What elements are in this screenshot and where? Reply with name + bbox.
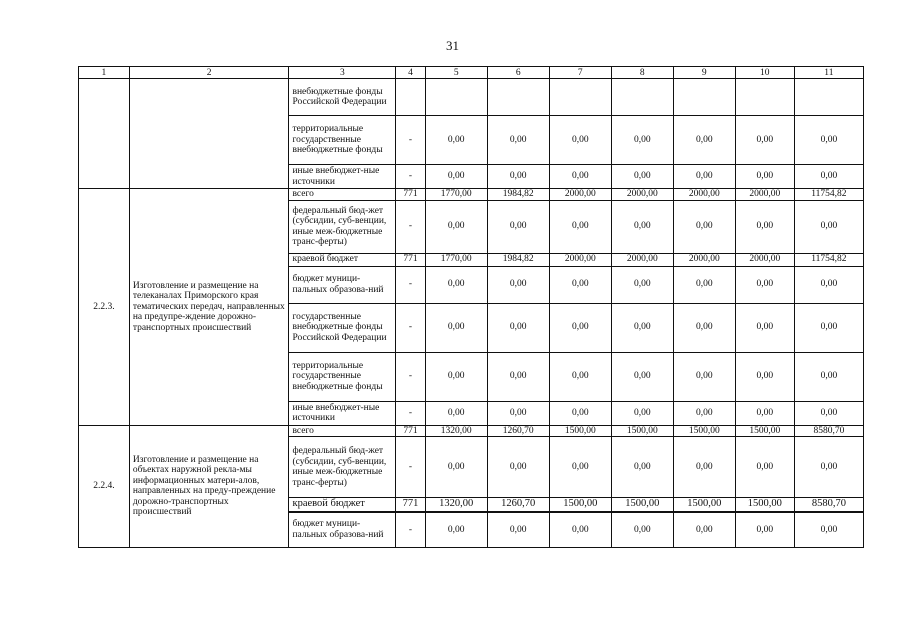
source-cell: бюджет муници-пальных образова-ний: [289, 512, 396, 548]
value-cell: [735, 79, 794, 116]
page-number: 31: [446, 38, 459, 53]
value-cell: 0,00: [611, 116, 673, 165]
value-cell: 0,00: [673, 165, 735, 189]
value-cell: 0,00: [794, 512, 863, 548]
value-cell: 2000,00: [673, 253, 735, 266]
value-cell: [549, 79, 611, 116]
value-cell: 8580,70: [794, 425, 863, 437]
name-column-cell: [129, 79, 289, 189]
value-cell: 0,00: [794, 303, 863, 352]
code-cell: 771: [396, 498, 425, 512]
value-cell: 0,00: [673, 352, 735, 401]
source-cell: федеральный бюд-жет (субсидии, суб-венции, иные меж-бюджетные транс-ферты): [289, 200, 396, 253]
value-cell: 0,00: [673, 200, 735, 253]
value-cell: 1984,82: [487, 189, 549, 201]
value-cell: 2000,00: [611, 189, 673, 201]
value-cell: 1500,00: [549, 425, 611, 437]
value-cell: 0,00: [549, 512, 611, 548]
code-cell: -: [396, 512, 425, 548]
value-cell: 1770,00: [425, 253, 487, 266]
value-cell: 0,00: [549, 352, 611, 401]
value-cell: 0,00: [673, 266, 735, 303]
value-cell: 0,00: [487, 200, 549, 253]
code-cell: -: [396, 116, 425, 165]
column-number: 2: [129, 67, 289, 79]
value-cell: 0,00: [425, 165, 487, 189]
code-cell: 771: [396, 425, 425, 437]
source-cell: государственные внебюджетные фонды Российской Федерации: [289, 303, 396, 352]
column-number: 10: [735, 67, 794, 79]
value-cell: 1500,00: [735, 425, 794, 437]
value-cell: 1500,00: [611, 425, 673, 437]
item-name: Изготовление и размещение на телеканалах Приморского края тематических передач, направленных на предупре-ждение дорожно-транспортных происшествий: [129, 189, 289, 426]
source-cell: территориальные государственные внебюджетные фонды: [289, 116, 396, 165]
value-cell: 0,00: [735, 303, 794, 352]
source-cell: краевой бюджет: [289, 498, 396, 512]
source-cell: внебюджетные фонды Российской Федерации: [289, 79, 396, 116]
value-cell: 2000,00: [735, 189, 794, 201]
value-cell: 0,00: [487, 437, 549, 498]
source-cell: краевой бюджет: [289, 253, 396, 266]
value-cell: 0,00: [425, 512, 487, 548]
value-cell: 0,00: [794, 437, 863, 498]
code-cell: -: [396, 200, 425, 253]
value-cell: 0,00: [794, 165, 863, 189]
source-cell: всего: [289, 189, 396, 201]
value-cell: 0,00: [673, 116, 735, 165]
code-cell: -: [396, 303, 425, 352]
item-code: 2.2.4.: [79, 425, 130, 548]
value-cell: 0,00: [794, 266, 863, 303]
value-cell: 0,00: [735, 512, 794, 548]
code-column-cell: [79, 79, 130, 189]
value-cell: 0,00: [673, 437, 735, 498]
column-number: 8: [611, 67, 673, 79]
value-cell: 0,00: [611, 303, 673, 352]
value-cell: 0,00: [611, 401, 673, 425]
value-cell: 0,00: [549, 303, 611, 352]
value-cell: 1500,00: [611, 498, 673, 512]
value-cell: 0,00: [611, 512, 673, 548]
value-cell: 1500,00: [549, 498, 611, 512]
value-cell: 2000,00: [549, 253, 611, 266]
value-cell: 0,00: [611, 165, 673, 189]
item-name: Изготовление и размещение на объектах наружной рекла-мы информационных матери-алов, направленных на преду-преждение дорожно-транспортных происшествий: [129, 425, 289, 548]
value-cell: 1260,70: [487, 498, 549, 512]
value-cell: 1260,70: [487, 425, 549, 437]
value-cell: 0,00: [611, 437, 673, 498]
value-cell: 0,00: [611, 266, 673, 303]
table-row: [79, 425, 864, 437]
code-cell: -: [396, 401, 425, 425]
value-cell: [611, 79, 673, 116]
value-cell: 0,00: [794, 200, 863, 253]
source-cell: территориальные государственные внебюджетные фонды: [289, 352, 396, 401]
value-cell: 0,00: [673, 512, 735, 548]
value-cell: 0,00: [794, 401, 863, 425]
value-cell: 0,00: [735, 352, 794, 401]
value-cell: 2000,00: [611, 253, 673, 266]
column-number-row: [79, 67, 864, 79]
column-number: 9: [673, 67, 735, 79]
value-cell: 0,00: [487, 165, 549, 189]
value-cell: 11754,82: [794, 253, 863, 266]
value-cell: [794, 79, 863, 116]
value-cell: 0,00: [735, 116, 794, 165]
value-cell: 1320,00: [425, 425, 487, 437]
column-number: 5: [425, 67, 487, 79]
source-cell: всего: [289, 425, 396, 437]
item-code: 2.2.3.: [79, 189, 130, 426]
code-cell: -: [396, 266, 425, 303]
value-cell: 1500,00: [735, 498, 794, 512]
value-cell: 0,00: [487, 116, 549, 165]
value-cell: 0,00: [611, 200, 673, 253]
table-body: [79, 79, 864, 548]
value-cell: 0,00: [425, 401, 487, 425]
column-number: 6: [487, 67, 549, 79]
code-cell: -: [396, 165, 425, 189]
value-cell: 0,00: [487, 266, 549, 303]
value-cell: 0,00: [673, 401, 735, 425]
column-number: 7: [549, 67, 611, 79]
value-cell: 0,00: [735, 437, 794, 498]
column-number: 4: [396, 67, 425, 79]
value-cell: [425, 79, 487, 116]
source-cell: бюджет муници-пальных образова-ний: [289, 266, 396, 303]
value-cell: 0,00: [673, 303, 735, 352]
value-cell: 2000,00: [549, 189, 611, 201]
value-cell: 2000,00: [673, 189, 735, 201]
value-cell: 1984,82: [487, 253, 549, 266]
value-cell: 8580,70: [794, 498, 863, 512]
column-number: 1: [79, 67, 130, 79]
value-cell: 2000,00: [735, 253, 794, 266]
value-cell: 0,00: [735, 266, 794, 303]
value-cell: 0,00: [425, 266, 487, 303]
value-cell: 0,00: [549, 200, 611, 253]
value-cell: 1500,00: [673, 425, 735, 437]
column-number: 11: [794, 67, 863, 79]
value-cell: [673, 79, 735, 116]
budget-table: [78, 66, 864, 548]
value-cell: 0,00: [794, 352, 863, 401]
value-cell: 0,00: [735, 200, 794, 253]
source-cell: иные внебюджет-ные источники: [289, 401, 396, 425]
value-cell: 0,00: [549, 401, 611, 425]
value-cell: 0,00: [794, 116, 863, 165]
value-cell: 0,00: [425, 352, 487, 401]
value-cell: 0,00: [611, 352, 673, 401]
table-row: [79, 189, 864, 201]
code-cell: [396, 79, 425, 116]
value-cell: 0,00: [735, 401, 794, 425]
value-cell: 0,00: [425, 303, 487, 352]
value-cell: 0,00: [425, 116, 487, 165]
value-cell: 0,00: [487, 401, 549, 425]
value-cell: [487, 79, 549, 116]
value-cell: 0,00: [487, 352, 549, 401]
value-cell: 1500,00: [673, 498, 735, 512]
value-cell: 0,00: [549, 437, 611, 498]
value-cell: 11754,82: [794, 189, 863, 201]
value-cell: 0,00: [735, 165, 794, 189]
code-cell: 771: [396, 189, 425, 201]
value-cell: 0,00: [549, 165, 611, 189]
code-cell: -: [396, 437, 425, 498]
code-cell: 771: [396, 253, 425, 266]
value-cell: 1770,00: [425, 189, 487, 201]
value-cell: 1320,00: [425, 498, 487, 512]
source-cell: федеральный бюд-жет (субсидии, суб-венции, иные меж-бюджетные транс-ферты): [289, 437, 396, 498]
value-cell: 0,00: [487, 303, 549, 352]
code-cell: -: [396, 352, 425, 401]
source-cell: иные внебюджет-ные источники: [289, 165, 396, 189]
value-cell: 0,00: [487, 512, 549, 548]
value-cell: 0,00: [425, 200, 487, 253]
table-row: [79, 79, 864, 116]
value-cell: 0,00: [549, 266, 611, 303]
value-cell: 0,00: [549, 116, 611, 165]
value-cell: 0,00: [425, 437, 487, 498]
column-number: 3: [289, 67, 396, 79]
